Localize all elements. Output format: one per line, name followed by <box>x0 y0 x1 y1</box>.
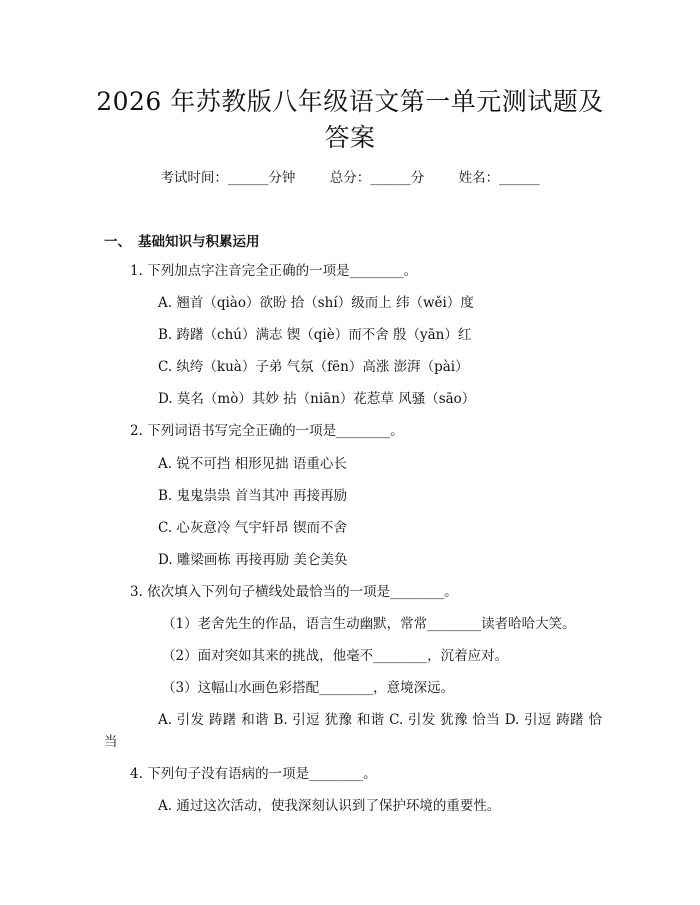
question-3-sentence-3: （3）这幅山水画色彩搭配________，意境深远。 <box>162 680 455 696</box>
question-3-sentence-2: （2）面对突如其来的挑战，他毫不________，沉着应对。 <box>162 648 509 664</box>
question-3-options: A. 引发 踌躇 和谐 B. 引逗 犹豫 和谐 C. 引发 犹豫 恰当 D. 引逗 踌躇 恰当 <box>104 712 602 750</box>
section-number: 一、 <box>104 234 131 250</box>
question-1-option-d: D. 莫名（mò）其妙 拈（niān）花惹草 风骚（sāo） <box>158 391 476 407</box>
question-3-stem: 3. 依次填入下列句子横线处最恰当的一项是________。 <box>130 584 458 600</box>
question-1-option-b: B. 踌躇（chú）满志 锲（qiè）而不舍 殷（yān）红 <box>158 327 472 343</box>
question-4-stem: 4. 下列句子没有语病的一项是________。 <box>130 766 377 782</box>
question-2-option-c: C. 心灰意冷 气宇轩昂 锲而不舍 <box>158 520 348 536</box>
section-heading <box>104 230 260 250</box>
question-1-stem: 1. 下列加点字注音完全正确的一项是________。 <box>130 263 418 279</box>
exam-meta <box>0 169 700 187</box>
question-3-sentence-1: （1）老舍先生的作品，语言生动幽默，常常________读者哈哈大笑。 <box>162 616 576 632</box>
question-2-option-b: B. 鬼鬼祟祟 首当其冲 再接再励 <box>158 488 348 504</box>
question-1-option-c: C. 纨绔（kuà）子弟 气氛（fēn）高涨 澎湃（pài） <box>158 359 469 375</box>
section-title: 基础知识与积累运用 <box>138 234 260 250</box>
question-2-option-a: A. 锐不可挡 相形见拙 语重心长 <box>158 456 347 472</box>
question-2-option-d: D. 雕梁画栋 再接再励 美仑美奂 <box>158 552 348 568</box>
question-1-option-a: A. 翘首（qiào）欲盼 拾（shí）级而上 纬（wěi）度 <box>158 295 474 311</box>
student-name-label: 姓名：______ <box>458 170 540 186</box>
total-score-label: 总分：______分 <box>329 170 425 186</box>
exam-time-label: 考试时间：______分钟 <box>160 170 296 186</box>
question-4-option-a: A. 通过这次活动，使我深刻认识到了保护环境的重要性。 <box>158 798 501 814</box>
document-title: 2026 年苏教版八年级语文第一单元测试题及答案 <box>96 87 604 152</box>
question-2-stem: 2. 下列词语书写完全正确的一项是________。 <box>130 423 404 439</box>
